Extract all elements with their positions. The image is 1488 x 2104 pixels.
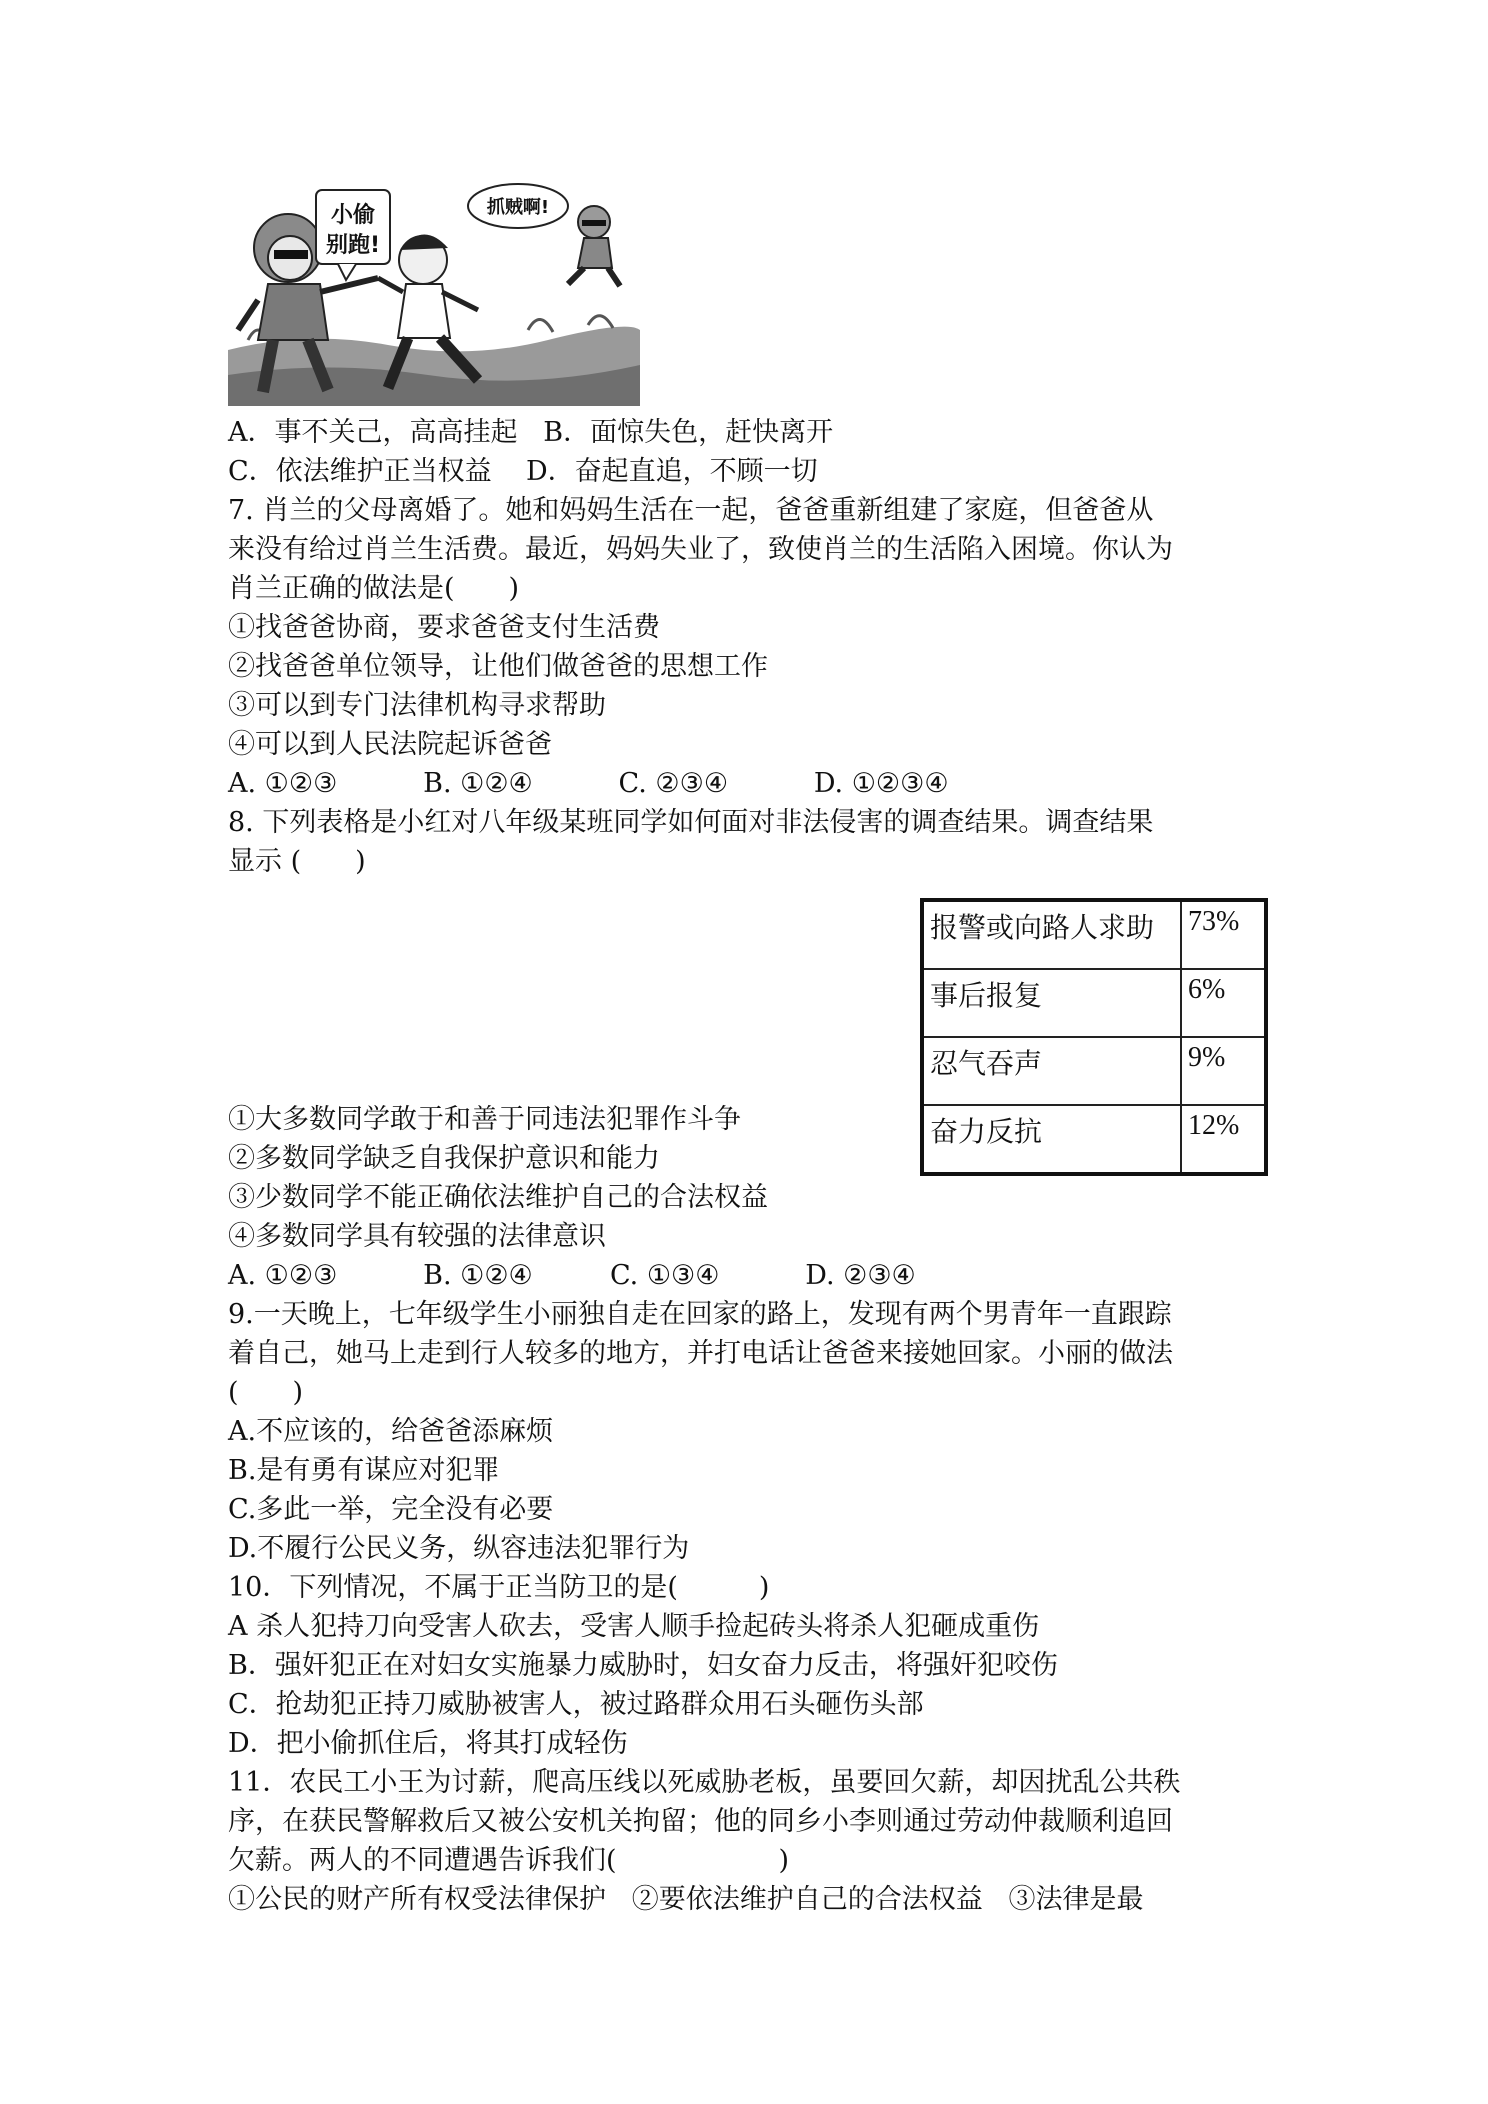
q7-statement-1: ①找爸爸协商，要求爸爸支付生活费: [228, 612, 660, 643]
q10-option-d: D．把小偷抓住后，将其打成轻伤: [228, 1728, 628, 1759]
table-cell-value: 6%: [1181, 969, 1266, 1037]
q6-options-cd: C．依法维护正当权益 D．奋起直追，不顾一切: [228, 456, 818, 487]
q11-statements: ①公民的财产所有权受法律保护 ②要依法维护自己的合法权益 ③法律是最: [228, 1884, 1144, 1915]
q9-option-d: D.不履行公民义务，纵容违法犯罪行为: [228, 1533, 690, 1564]
q11-stem-line2: 序，在获民警解救后又被公安机关拘留；他的同乡小李则通过劳动仲裁顺利追回: [228, 1806, 1173, 1837]
q9-option-a: A.不应该的，给爸爸添麻烦: [228, 1416, 554, 1447]
q9-option-b: B.是有勇有谋应对犯罪: [228, 1455, 500, 1486]
bubble-left-line1: 小偷: [330, 203, 376, 228]
q8-statement-4: ④多数同学具有较强的法律意识: [228, 1221, 606, 1252]
table-cell-label: 忍气吞声: [922, 1037, 1181, 1105]
cartoon-illustration: [228, 180, 640, 406]
table-row: [922, 900, 1266, 969]
bubble-right-text: 抓贼啊!: [486, 197, 550, 218]
q11-stem-line3: 欠薪。两人的不同遭遇告诉我们( ): [228, 1845, 790, 1876]
q8-options: A. ①②③ B. ①②④ C. ①③④ D. ②③④: [228, 1260, 916, 1291]
q9-option-c: C.多此一举，完全没有必要: [228, 1494, 554, 1525]
table-row: [922, 1037, 1266, 1105]
q10-option-b: B．强奸犯正在对妇女实施暴力威胁时，妇女奋力反击，将强奸犯咬伤: [228, 1650, 1058, 1681]
table-cell-value: 9%: [1181, 1037, 1266, 1105]
table-cell-value: 12%: [1181, 1105, 1266, 1174]
q10-stem: 10．下列情况，不属于正当防卫的是( ): [228, 1572, 770, 1603]
q9-stem-line2: 着自己，她马上走到行人较多的地方，并打电话让爸爸来接她回家。小丽的做法: [228, 1338, 1173, 1369]
q10-option-a: A 杀人犯持刀向受害人砍去，受害人顺手捡起砖头将杀人犯砸成重伤: [228, 1611, 1040, 1642]
bubble-left-line2: 别跑!: [325, 233, 381, 258]
q10-option-c: C．抢劫犯正持刀威胁被害人，被过路群众用石头砸伤头部: [228, 1689, 924, 1720]
q8-statement-2: ②多数同学缺乏自我保护意识和能力: [228, 1143, 660, 1174]
table-cell-label: 奋力反抗: [922, 1105, 1181, 1174]
q7-statement-2: ②找爸爸单位领导，让他们做爸爸的思想工作: [228, 651, 768, 682]
q11-stem-line1: 11．农民工小王为讨薪，爬高压线以死威胁老板，虽要回欠薪，却因扰乱公共秩: [228, 1767, 1181, 1798]
q8-statement-1: ①大多数同学敢于和善于同违法犯罪作斗争: [228, 1104, 741, 1135]
q7-stem-line3: 肖兰正确的做法是( ): [228, 573, 520, 604]
q9-stem-line3: ( ): [228, 1377, 304, 1408]
table-cell-label: 报警或向路人求助: [922, 900, 1181, 969]
q6-options-ab: A．事不关己，高高挂起 B．面惊失色，赶快离开: [228, 417, 834, 448]
q8-stem-line2: 显示 ( ): [228, 846, 366, 877]
q7-stem-line1: 7. 肖兰的父母离婚了。她和妈妈生活在一起，爸爸重新组建了家庭，但爸爸从: [228, 495, 1154, 526]
table-cell-label: 事后报复: [922, 969, 1181, 1037]
q7-options: A. ①②③ B. ①②④ C. ②③④ D. ①②③④: [228, 768, 949, 799]
table-cell-value: 73%: [1181, 900, 1266, 969]
q7-statement-4: ④可以到人民法院起诉爸爸: [228, 729, 552, 760]
table-row: [922, 969, 1266, 1037]
q8-stem-line1: 8. 下列表格是小红对八年级某班同学如何面对非法侵害的调查结果。调查结果: [228, 807, 1154, 838]
q9-stem-line1: 9.一天晚上，七年级学生小丽独自走在回家的路上，发现有两个男青年一直跟踪: [228, 1299, 1172, 1330]
q7-statement-3: ③可以到专门法律机构寻求帮助: [228, 690, 606, 721]
q7-stem-line2: 来没有给过肖兰生活费。最近，妈妈失业了，致使肖兰的生活陷入困境。你认为: [228, 534, 1173, 565]
q8-statement-3: ③少数同学不能正确依法维护自己的合法权益: [228, 1182, 768, 1213]
